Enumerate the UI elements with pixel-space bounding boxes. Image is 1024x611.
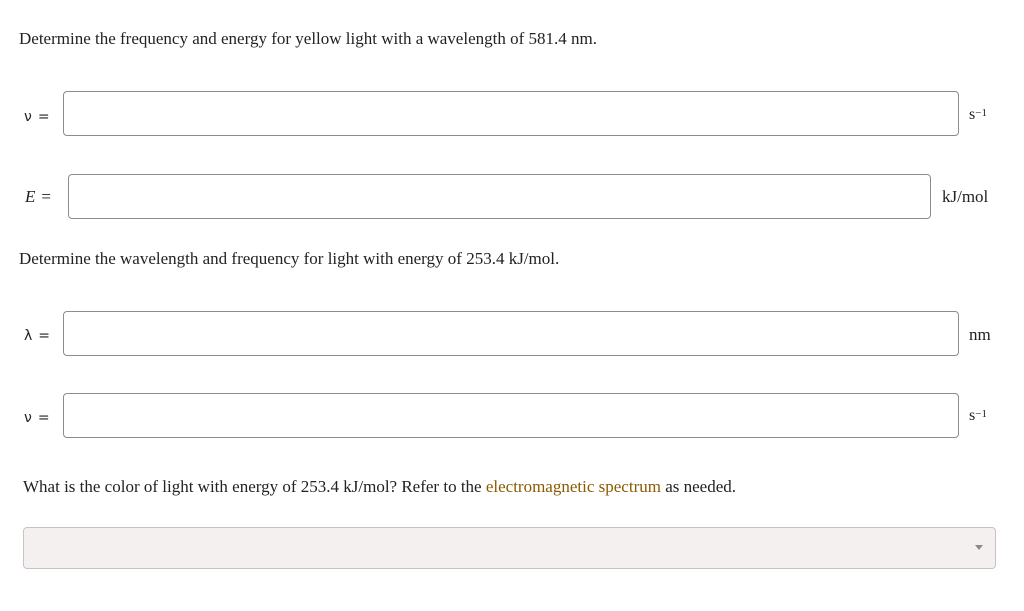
question-3-after: as needed. — [660, 477, 737, 496]
unit-exponent: −1 — [975, 408, 987, 420]
frequency-unit-1 — [969, 103, 987, 127]
caret-down-icon — [975, 545, 983, 550]
equals-sign: = — [37, 109, 50, 125]
lambda-symbol: λ — [24, 328, 33, 344]
wavelength-input[interactable] — [63, 311, 959, 356]
wavelength-label — [24, 326, 50, 346]
frequency-unit-2 — [969, 404, 987, 428]
electromagnetic-spectrum-link[interactable]: electromagnetic spectrum — [485, 477, 661, 496]
frequency-label-1 — [24, 107, 50, 127]
frequency-input-2[interactable] — [63, 393, 959, 438]
unit-base: s — [969, 106, 976, 123]
nu-symbol: ν — [24, 410, 32, 426]
question-3-before: What is the color of light with energy of 253.4 kJ/mol? Refer to the — [23, 477, 486, 496]
energy-label — [25, 187, 51, 207]
equals-sign: = — [38, 328, 51, 344]
question-3-text — [23, 476, 736, 498]
question-1-text: Determine the frequency and energy for yellow light with a wavelength of 581.4 nm. — [19, 29, 597, 48]
frequency-label-2 — [24, 408, 50, 428]
color-select-dropdown[interactable] — [23, 527, 996, 569]
equals-sign: = — [41, 187, 51, 206]
frequency-input-1[interactable] — [63, 91, 959, 136]
unit-base: s — [969, 407, 976, 424]
question-2-text: Determine the wavelength and frequency for light with energy of 253.4 kJ/mol. — [19, 249, 560, 268]
equals-sign: = — [37, 410, 50, 426]
unit-exponent: −1 — [975, 107, 987, 119]
wavelength-unit: nm — [969, 325, 991, 344]
energy-unit: kJ/mol — [942, 187, 989, 206]
energy-symbol: E — [25, 187, 36, 206]
nu-symbol: ν — [24, 109, 32, 125]
energy-input[interactable] — [68, 174, 931, 219]
